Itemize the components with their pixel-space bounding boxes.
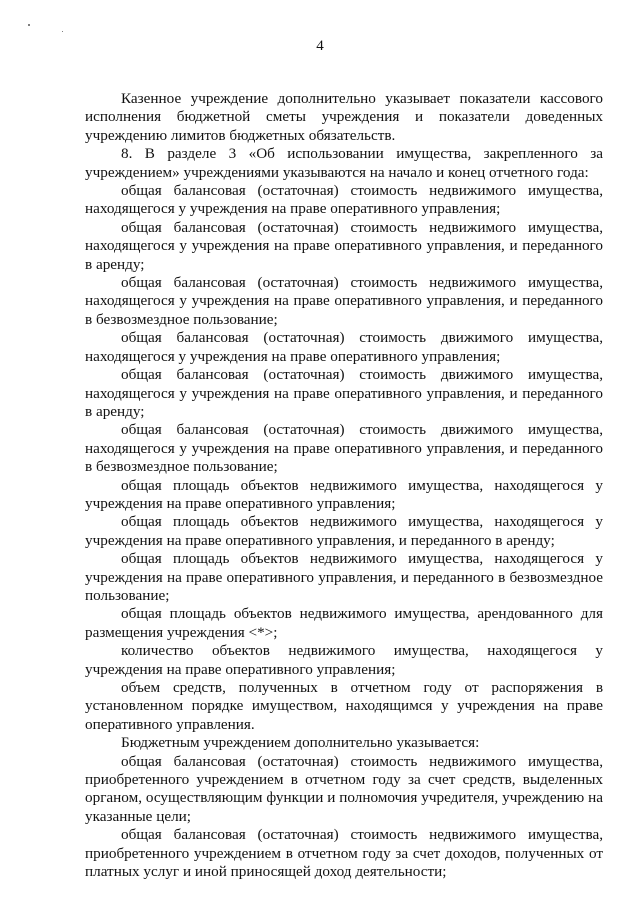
paragraph: общая площадь объектов недвижимого имущества, арендованного для размещения учреждения <*>; — [85, 605, 603, 641]
scan-speck — [28, 24, 30, 26]
paragraph: количество объектов недвижимого имущества, находящегося у учреждения на праве оперативного управления; — [85, 642, 603, 678]
paragraph: общая балансовая (остаточная) стоимость недвижимого имущества, приобретенного учреждением в отчетном году за счет доходов, полученных от платных услуг и иной приносящей доход деятельности; — [85, 826, 603, 881]
paragraph: 8. В разделе 3 «Об использовании имущества, закрепленного за учреждением» учреждениями указываются на начало и конец отчетного года: — [85, 145, 603, 181]
page-number: 4 — [316, 38, 324, 54]
paragraph: общая площадь объектов недвижимого имущества, находящегося у учреждения на праве оперативного управления, и переданного в аренду; — [85, 513, 603, 549]
paragraph: общая балансовая (остаточная) стоимость движимого имущества, находящегося у учреждения на праве оперативного управления; — [85, 329, 603, 365]
document-body — [85, 90, 603, 881]
paragraph: общая балансовая (остаточная) стоимость недвижимого имущества, находящегося у учреждения на праве оперативного управления, и переданного в аренду; — [85, 218, 603, 273]
paragraph: общая балансовая (остаточная) стоимость недвижимого имущества, находящегося у учреждения на праве оперативного управления; — [85, 182, 603, 218]
paragraph: общая площадь объектов недвижимого имущества, находящегося у учреждения на праве оперативного управления, и переданного в безвозмездное пользование; — [85, 550, 603, 604]
paragraph: объем средств, полученных в отчетном году от распоряжения в установленном порядке имуществом, находящимся у учреждения на праве оперативного управления. — [85, 679, 603, 733]
paragraph: общая площадь объектов недвижимого имущества, находящегося у учреждения на праве оперативного управления; — [85, 476, 603, 512]
paragraph: общая балансовая (остаточная) стоимость недвижимого имущества, находящегося у учреждения на праве оперативного управления, и переданного в безвозмездное пользование; — [85, 274, 603, 328]
paragraph: общая балансовая (остаточная) стоимость движимого имущества, находящегося у учреждения на праве оперативного управления, и переданного в безвозмездное пользование; — [85, 421, 603, 476]
paragraph: общая балансовая (остаточная) стоимость недвижимого имущества, приобретенного учреждением в отчетном году за счет средств, выделенных органом, осуществляющим функции и полномочия учредителя, учреждению на указанные цели; — [85, 752, 603, 825]
paragraph: Бюджетным учреждением дополнительно указывается: — [121, 734, 480, 752]
paragraph: общая балансовая (остаточная) стоимость движимого имущества, находящегося у учреждения на праве оперативного управления, и переданного в аренду; — [85, 366, 603, 420]
scan-speck — [62, 31, 63, 32]
paragraph: Казенное учреждение дополнительно указывает показатели кассового исполнения бюджетной сметы учреждения и показатели доведенных учреждению лимитов бюджетных обязательств. — [85, 90, 603, 144]
